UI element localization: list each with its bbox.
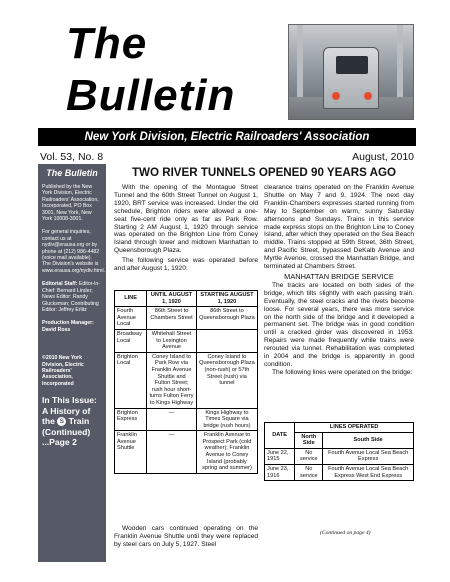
table-cell: 86th Street to Chambers Street xyxy=(147,307,197,330)
editorial-staff xyxy=(42,281,102,313)
section-subhead: MANHATTAN BRIDGE SERVICE xyxy=(284,271,394,281)
table-header: South Side xyxy=(323,432,414,448)
table-cell: Fourth Avenue Local Sea Beach Express xyxy=(323,448,414,464)
feature-line xyxy=(42,406,102,448)
table-row xyxy=(115,329,258,352)
table-cell xyxy=(196,329,257,352)
sidebar xyxy=(38,164,106,562)
sidebar-title: The Bulletin xyxy=(46,168,98,178)
table-cell: Franklin Avenue Shuttle xyxy=(115,431,147,474)
feature-page: Train (Continued) ...Page 2 xyxy=(42,416,91,448)
article-column-2 xyxy=(264,184,414,377)
table-cell: No service xyxy=(295,464,323,480)
table-header: North Side xyxy=(295,432,323,448)
table-cell: Coney Island to Queensborough Plaza (non-rush) or 57th Street (rush) via tunnel xyxy=(196,352,257,408)
table-cell: Fourth Avenue Local xyxy=(115,307,147,330)
in-this-issue-heading: In This Issue: xyxy=(42,395,97,406)
table-cell: No service xyxy=(295,448,323,464)
table-cell: Fourth Avenue Local Sea Beach Express West End Express xyxy=(323,464,414,480)
volume-number: Vol. 53, No. 8 xyxy=(40,151,104,163)
table-cell: 86th Street to Queensborough Plaza xyxy=(196,307,257,330)
table-header: STARTING AUGUST 1, 1920 xyxy=(196,291,257,307)
table-header: DATE xyxy=(265,423,295,449)
table-cell: Franklin Avenue to Prospect Park (cold weather); Franklin Avenue to Coney Island (probably spring and summer) xyxy=(196,431,257,474)
table-row xyxy=(265,464,414,480)
table-row xyxy=(115,431,258,474)
copyright xyxy=(42,355,102,387)
table-cell: Brighton Local xyxy=(115,352,147,408)
issue-date: August, 2010 xyxy=(352,151,414,163)
publisher-info: Published by the New York Division, Electric Railroaders' Association, Incorporated, PO Box 3001, New York, New York 10008-3001. xyxy=(42,184,99,223)
masthead xyxy=(38,18,416,130)
s-route-bullet-icon: S xyxy=(57,417,66,426)
table-header: LINES OPERATED xyxy=(295,423,414,433)
train-headlight xyxy=(332,92,340,100)
article-headline: TWO RIVER TUNNELS OPENED 90 YEARS AGO xyxy=(131,166,397,179)
table-cell: Kings Highway to Times Square via bridge (rush hours) xyxy=(196,408,257,431)
table-row xyxy=(115,307,258,330)
subway-train-photo xyxy=(288,24,414,120)
in-this-issue xyxy=(42,395,102,448)
production-name: David Ross xyxy=(42,326,71,333)
table-row xyxy=(115,408,258,431)
table-cell: — xyxy=(147,431,197,474)
masthead-title-bulletin: Bulletin xyxy=(66,71,236,120)
production-label: Production Manager: xyxy=(42,320,94,327)
contact-info: For general inquiries, contact us at nydiv@erausa.org or by phone at (212) 986-4482 (voice mail available). The Division's website is www.erausa.org/nydiv.html. xyxy=(42,229,106,274)
masthead-title-the: The xyxy=(66,19,148,68)
bridge-lines-table xyxy=(264,422,414,481)
table-cell: Coney Island to Park Row via Franklin Avenue Shuttle and Fulton Street; rush hour short-turns Fulton Ferry to Kings Highway xyxy=(147,352,197,408)
table-cell: June 23, 1916 xyxy=(265,464,295,480)
paragraph: With the opening of the Montague Street Tunnel and the 60th Street Tunnel on August 1, 1920, BRT service was increased. Under the old schedule, Brighton riders were allowed a one-seat five-cent ride only as far as Park Row. Starting 2 AM August 1, 1920 through service was operated on the Brighton Line from Coney Island through lower and midtown Manhattan to Queensborough Plaza. xyxy=(114,184,258,255)
staff-heading: Editorial Staff: xyxy=(42,281,78,288)
table-cell: Whitehall Street to Lexington Avenue xyxy=(147,329,197,352)
feature-text: A History of the xyxy=(42,405,91,427)
paragraph: Wooden cars continued operating on the Franklin Avenue Shuttle until they were replaced by steel cars on July 5, 1927. Steel xyxy=(114,525,258,548)
table-cell: June 22, 1915 xyxy=(265,448,295,464)
masthead-subtitle-band: New York Division, Electric Railroaders' Association xyxy=(38,128,416,146)
table-row xyxy=(265,448,414,464)
staff-list: Editor-in-Chief: Bernard Linder; News Editor: Randy Glucksman; Contributing Editor: Jeffrey Erlitz xyxy=(42,281,100,313)
article-column-1 xyxy=(114,184,258,273)
train-window xyxy=(336,56,368,74)
table-header: LINE xyxy=(115,291,147,307)
service-table xyxy=(114,290,258,474)
paragraph: clearance trains operated on the Franklin Avenue Shuttle on May 7 and 9, 1924. The next day Franklin-Chambers expresses started running from May to September on warm, sunny Saturday afternoons and Sundays. Trains in this service made express stops on the Brighton Line to Coney Island, after which they operated on the Sea Beach middle. Trains stopped at 59th Street, 36th Street, and Pacific Street, bypassed DeKalb Avenue and Myrtle Avenue, crossed the Manhattan Bridge, and terminated at Chambers Street. xyxy=(264,184,414,271)
paragraph: The following lines were operated on the bridge: xyxy=(272,368,413,376)
train-headlight xyxy=(364,92,372,100)
issue-line xyxy=(40,150,414,164)
subway-train xyxy=(323,47,379,109)
table-cell: Broadway Local xyxy=(115,329,147,352)
production-manager xyxy=(42,320,102,333)
article-column-1-bottom xyxy=(114,525,258,549)
table-header: UNTIL AUGUST 1, 1920 xyxy=(147,291,197,307)
table-cell: Brighton Express xyxy=(115,408,147,431)
table-cell: — xyxy=(147,408,197,431)
paragraph: The tracks are located on both sides of the bridge, which tilts slightly with each passing train. Eventually, the steel cracks and the rivets become loose. For several years, there was more service on the north side of the bridge and it developed a permanent set. The bridge was in good condition until a cracked girder was discovered in 1953. Repairs were made frequently while trains were rerouted via tunnel. Rehabilitation was completed in 2004 and the bridge is apparently in good condition. xyxy=(264,281,414,368)
table-row xyxy=(115,352,258,408)
copyright-text: ©2010 New York Division, Electric Railroaders' Association, Incorporated xyxy=(42,355,84,387)
paragraph: The following service was operated before and after August 1, 1920: xyxy=(114,257,258,273)
continued-note: (Continued on page 4) xyxy=(320,530,371,536)
